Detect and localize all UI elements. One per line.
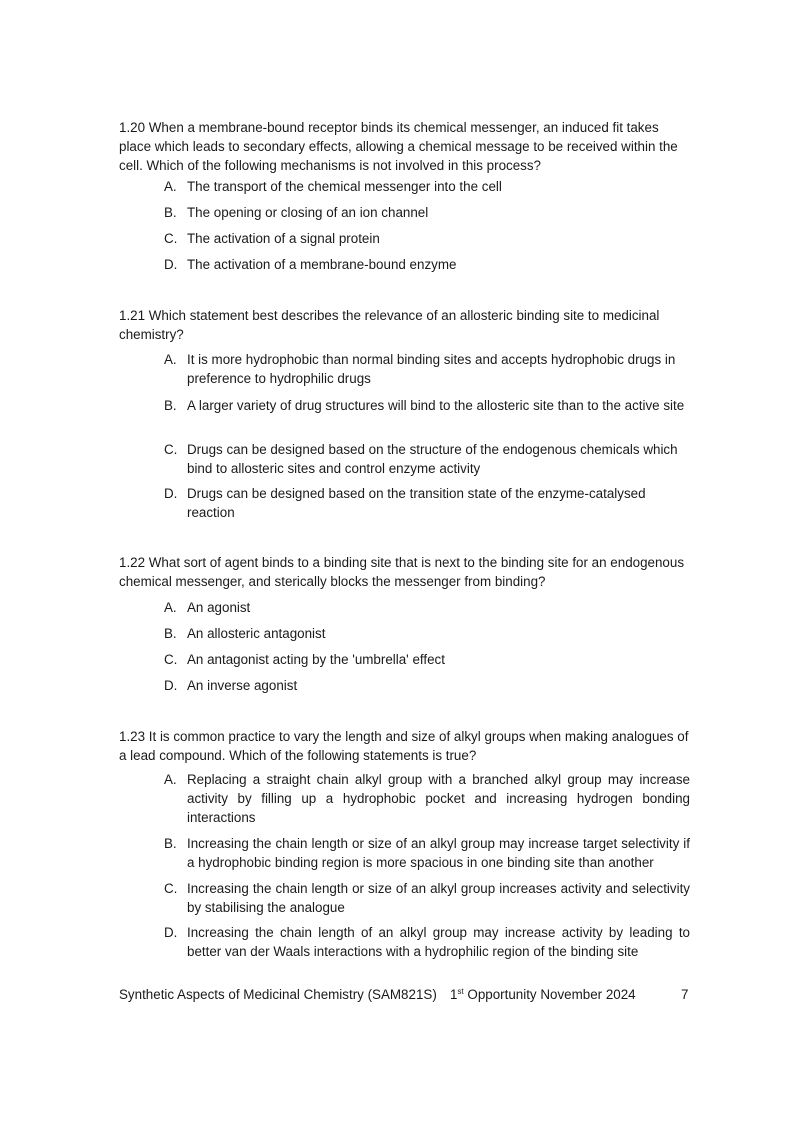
option-text: Increasing the chain length or size of an alkyl group increases activity and selectivity by stabilising the analogue	[187, 881, 690, 915]
option-letter: B.	[164, 836, 177, 851]
option-letter: D.	[164, 678, 178, 693]
option-letter: D.	[164, 257, 178, 272]
option-letter: B.	[164, 626, 177, 641]
option-a	[164, 598, 690, 617]
option-d	[164, 923, 690, 961]
question-stem: 1.23 It is common practice to vary the length and size of alkyl groups when making analogues of a lead compound. Which of the following statements is true?	[119, 729, 689, 763]
option-letter: B.	[164, 398, 177, 413]
option-letter: C.	[164, 652, 178, 667]
option-text: Replacing a straight chain alkyl group with a branched alkyl group may increase activity by filling up a hydrophobic pocket and increasing hydrogen bonding interactions	[187, 772, 690, 825]
question-1-21	[119, 306, 691, 344]
question-stem: 1.22 What sort of agent binds to a binding site that is next to the binding site for an endogenous chemical messenger, and sterically blocks the messenger from binding?	[119, 555, 685, 589]
option-letter: C.	[164, 881, 178, 896]
option-a	[164, 350, 690, 388]
option-text: An agonist	[187, 600, 251, 615]
option-letter: C.	[164, 231, 178, 246]
page-footer	[119, 985, 689, 1004]
question-1-20	[119, 118, 691, 175]
option-b	[164, 834, 690, 872]
option-text: Drugs can be designed based on the structure of the endogenous chemicals which bind to allosteric sites and control enzyme activity	[187, 442, 678, 476]
footer-course: Synthetic Aspects of Medicinal Chemistry (SAM821S)	[119, 987, 437, 1002]
option-letter: A.	[164, 772, 177, 787]
option-text: Increasing the chain length or size of an alkyl group may increase target selectivity if a hydrophobic binding region is more spacious in one binding site than another	[187, 836, 690, 870]
option-text: A larger variety of drug structures will bind to the allosteric site than to the active site	[187, 398, 685, 413]
question-stem: 1.21 Which statement best describes the relevance of an allosteric binding site to medicinal chemistry?	[119, 308, 660, 342]
option-letter: C.	[164, 442, 178, 457]
opportunity-suffix: st	[457, 987, 464, 996]
option-letter: A.	[164, 600, 177, 615]
option-text: Drugs can be designed based on the transition state of the enzyme-catalysed reaction	[187, 486, 646, 520]
option-letter: D.	[164, 925, 178, 940]
option-letter: D.	[164, 486, 178, 501]
option-text: An inverse agonist	[187, 678, 298, 693]
option-c	[164, 440, 690, 478]
option-a	[164, 770, 690, 827]
page-number: 7	[681, 987, 689, 1002]
option-letter: A.	[164, 179, 177, 194]
footer-opportunity	[450, 985, 636, 1004]
option-c	[164, 229, 690, 248]
question-1-23	[119, 727, 691, 765]
option-text: An antagonist acting by the 'umbrella' effect	[187, 652, 445, 667]
opportunity-number: 1	[450, 987, 458, 1002]
option-d	[164, 676, 690, 695]
option-letter: A.	[164, 352, 177, 367]
option-text: It is more hydrophobic than normal binding sites and accepts hydrophobic drugs in preference to hydrophilic drugs	[187, 352, 676, 386]
option-text: The transport of the chemical messenger into the cell	[187, 179, 502, 194]
option-text: The opening or closing of an ion channel	[187, 205, 429, 220]
option-text: Increasing the chain length of an alkyl group may increase activity by leading to better van der Waals interactions with a hydrophilic region of the binding site	[187, 925, 690, 959]
option-letter: B.	[164, 205, 177, 220]
option-b	[164, 203, 690, 222]
option-text: An allosteric antagonist	[187, 626, 326, 641]
option-b	[164, 396, 690, 415]
option-text: The activation of a membrane-bound enzyme	[187, 257, 457, 272]
option-a	[164, 177, 690, 196]
opportunity-text: Opportunity November 2024	[463, 987, 636, 1002]
option-c	[164, 650, 690, 669]
question-1-22	[119, 553, 691, 591]
option-c	[164, 879, 690, 917]
option-b	[164, 624, 690, 643]
option-d	[164, 255, 690, 274]
option-d	[164, 484, 690, 522]
question-stem: 1.20 When a membrane-bound receptor binds its chemical messenger, an induced fit takes place which leads to secondary effects, allowing a chemical message to be received within the cell. Which of the following mechanisms is not involved in this process?	[119, 120, 678, 173]
option-text: The activation of a signal protein	[187, 231, 380, 246]
